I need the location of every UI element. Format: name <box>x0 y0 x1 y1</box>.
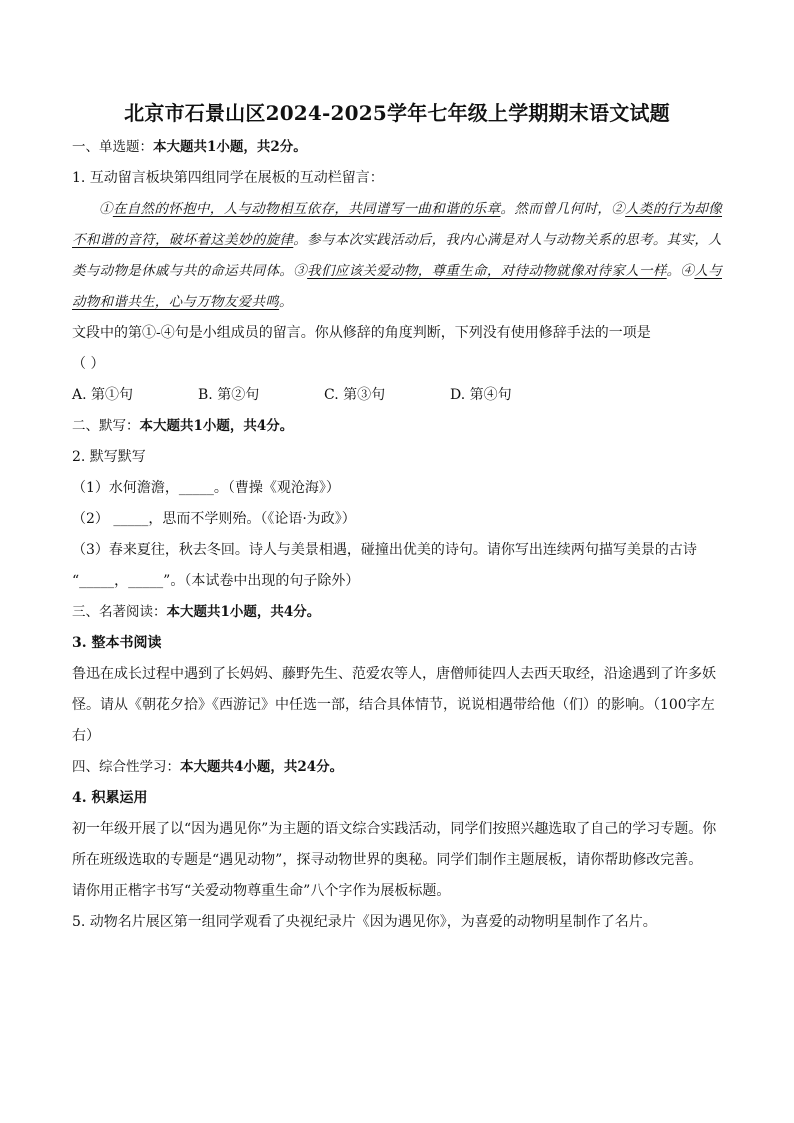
option-c: C. 第③句 <box>324 387 386 403</box>
question-5-body: 5. 动物名片展区第一组同学观看了央视纪录片《因为遇见你》，为喜爱的动物明星制作了名片。 <box>72 914 657 930</box>
underlined-sentence: 人与动物和谐共生，心与万物友爱共鸣 <box>72 263 722 310</box>
section-header-1 <box>72 132 722 163</box>
sentence-marker: ③ <box>293 263 308 279</box>
section-info: 本大题共4小题，共24分。 <box>180 759 344 775</box>
passage-text: 。然而曾几何时， <box>500 201 612 217</box>
option-a: A. 第①句 <box>72 387 134 403</box>
underlined-sentence: 在自然的怀抱中，人与动物相互依存，共同谱写一曲和谐的乐章 <box>112 201 501 217</box>
sentence-marker: ① <box>99 201 113 217</box>
section-info: 本大题共1小题，共2分。 <box>153 139 307 155</box>
section-info: 本大题共1小题，共4分。 <box>139 418 294 434</box>
section-info: 本大题共1小题，共4分。 <box>166 604 321 620</box>
section-label: 二、默写： <box>72 418 140 434</box>
answer-bracket: （ ） <box>72 356 105 372</box>
question-3-title: 3. 整本书阅读 <box>72 635 162 651</box>
underlined-sentence: 我们应该关爱动物，尊重生命，对待动物就像对待家人一样 <box>307 263 667 279</box>
section-header-4 <box>72 752 722 783</box>
question-1-stem: 1. 互动留言板块第四组同学在展板的互动栏留言： <box>72 170 384 186</box>
question-2-line-1: （1）水何澹澹，_____。（曹操《观沧海》） <box>72 480 340 496</box>
option-b: B. 第②句 <box>198 387 260 403</box>
passage-text: 。参与本次实践活动后，我内心满是对人与动物关系的思考。其实，人类与动物是休戚与共的命运共同体。 <box>72 232 722 279</box>
question-3-body: 鲁迅在成长过程中遇到了长妈妈、藤野先生、范爱农等人，唐僧师徒四人去西天取经，沿途遇到了许多妖怪。请从《朝花夕拾》《西游记》中任选一部，结合具体情节，说说相遇带给他（们）的影响。（100字左右） <box>72 666 716 744</box>
exam-page <box>72 98 722 938</box>
question-4-title: 4. 积累运用 <box>72 790 148 806</box>
passage-text: 。 <box>279 294 293 310</box>
question-1-options <box>72 380 722 411</box>
passage-text: 。 <box>666 263 681 279</box>
question-2-line-3-cont: “_____，_____”。（本试卷中出现的句子除外） <box>72 573 360 589</box>
section-label: 四、综合性学习： <box>72 759 180 775</box>
question-1-passage <box>72 194 722 318</box>
section-header-2 <box>72 411 722 442</box>
question-2-line-2: （2） _____，思而不学则殆。（《论语·为政》） <box>72 511 356 527</box>
question-4-instruction: 请你用正楷字书写“关爱动物尊重生命”八个字作为展板标题。 <box>72 883 451 899</box>
question-4-body: 初一年级开展了以“因为遇见你”为主题的语文综合实践活动，同学们按照兴趣选取了自己的学习专题。你所在班级选取的专题是“遇见动物”，探寻动物世界的奥秘。同学们制作主题展板，请你帮助修改完善。 <box>72 821 717 868</box>
page-title: 北京市石景山区2024-2025学年七年级上学期期末语文试题 <box>124 101 670 125</box>
section-label: 三、名著阅读： <box>72 604 167 620</box>
option-d: D. 第④句 <box>450 387 512 403</box>
section-label: 一、单选题： <box>72 139 153 155</box>
question-2-line-3: （3）春来夏往，秋去冬回。诗人与美景相遇，碰撞出优美的诗句。请你写出连续两句描写美景的古诗 <box>72 542 697 558</box>
section-header-3 <box>72 597 722 628</box>
underlined-sentence: 人类的行为却像不和谐的音符，破坏着这美妙的旋律 <box>72 201 723 248</box>
question-1-prompt: 文段中的第①-④句是小组成员的留言。你从修辞的角度判断，下列没有使用修辞手法的一项是 <box>72 325 651 341</box>
sentence-marker: ④ <box>680 263 695 279</box>
question-2-title: 2. 默写默写 <box>72 449 146 465</box>
sentence-marker: ② <box>611 201 626 217</box>
